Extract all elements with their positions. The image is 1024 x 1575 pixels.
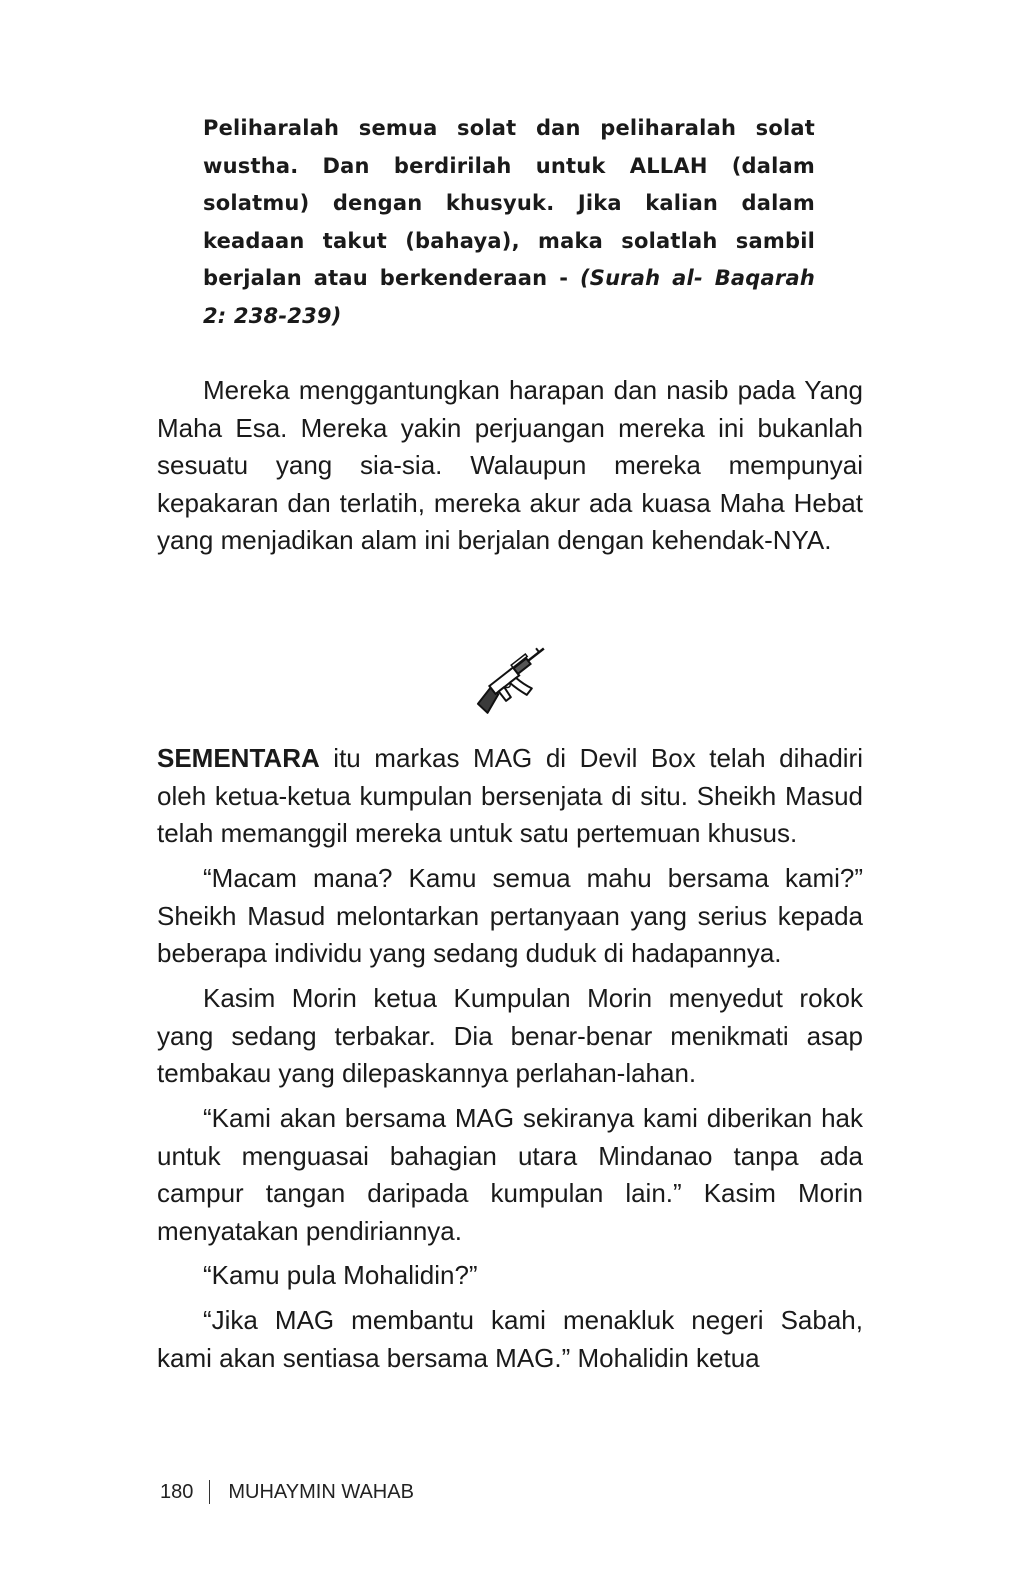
paragraph-4: Kasim Morin ketua Kumpulan Morin menyedut rokok yang sedang terbakar. Dia benar-benar menikmati asap tembakau yang dilepaskannya perlahan-lahan. [157,983,863,1088]
quote-reference: (Surah al- Baqarah 2: 238-239) [203,266,815,328]
paragraph-6: “Kamu pula Mohalidin?” [203,1260,478,1290]
page-footer [160,1480,414,1504]
rifle-icon [462,632,556,722]
paragraph-5: “Kami akan bersama MAG sekiranya kami diberikan hak untuk menguasai bahagian utara Mindanao tanpa ada campur tangan daripada kumpulan lain.” Kasim Morin menyatakan pendiriannya. [157,1103,863,1246]
quran-quote [203,110,815,335]
footer-separator [209,1480,210,1504]
paragraph-3: “Macam mana? Kamu semua mahu bersama kami?” Sheikh Masud melontarkan pertanyaan yang serius kepada beberapa individu yang sedang duduk di hadapannya. [157,863,863,968]
paragraph-7: “Jika MAG membantu kami menakluk negeri Sabah, kami akan sentiasa bersama MAG.” Mohalidin ketua [157,1305,863,1373]
quote-text: Peliharalah semua solat dan peliharalah solat wustha. Dan berdirilah untuk ALLAH (dalam solatmu) dengan khusyuk. Jika kalian dalam keadaan takut (bahaya), maka solatlah sambil berjalan atau berkenderaan - [203,116,815,290]
paragraph-lead-word: SEMENTARA [157,743,320,773]
paragraph-1: Mereka menggantungkan harapan dan nasib pada Yang Maha Esa. Mereka yakin perjuangan mereka ini bukanlah sesuatu yang sia-sia. Walaupun mereka mempunyai kepakaran dan terlatih, mereka akur ada kuasa Maha Hebat yang menjadikan alam ini berjalan dengan kehendak-NYA. [157,375,863,555]
page-number: 180 [160,1480,194,1503]
author-name: MUHAYMIN WAHAB [228,1480,414,1503]
paragraph-2-text: itu markas MAG di Devil Box telah dihadiri oleh ketua-ketua kumpulan bersenjata di situ. Sheikh Masud telah memanggil mereka untuk satu pertemuan khusus. [157,743,863,848]
paragraph-2 [157,740,863,853]
